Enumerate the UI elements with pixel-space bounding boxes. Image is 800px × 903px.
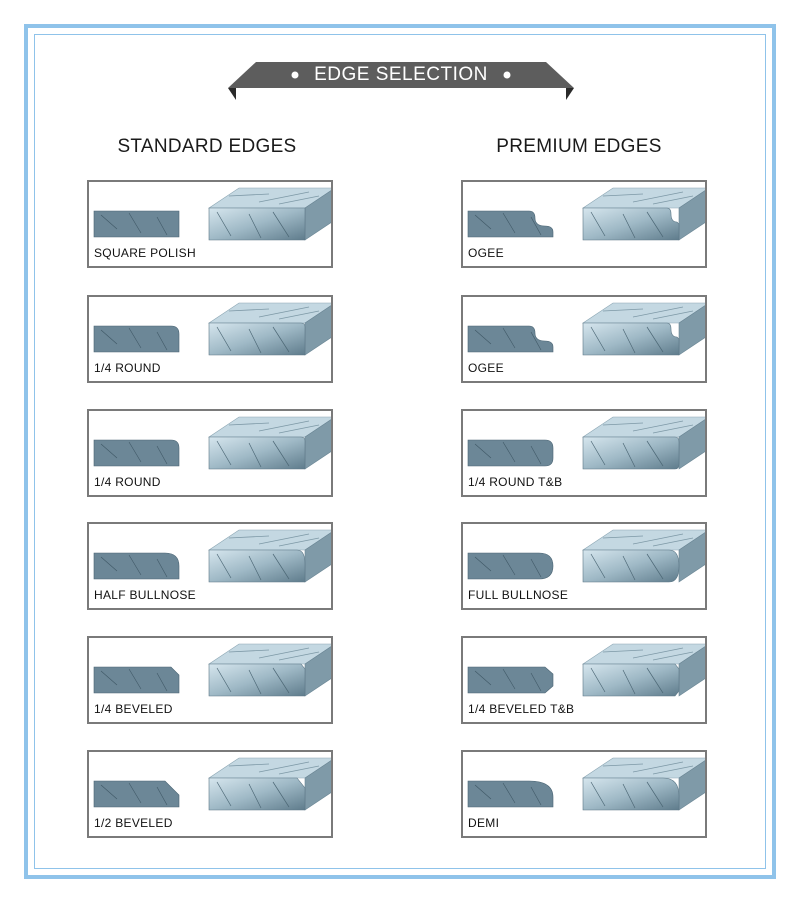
standard-edge-card <box>87 750 333 838</box>
edge-label: FULL BULLNOSE <box>468 588 569 602</box>
premium-edge-card <box>461 750 707 838</box>
edge-profile-illustration <box>463 752 705 836</box>
premium-edge-card <box>461 409 707 497</box>
standard-edge-card <box>87 636 333 724</box>
premium-edge-card <box>461 295 707 383</box>
edge-label: SQUARE POLISH <box>94 246 196 260</box>
standard-edge-card <box>87 180 333 268</box>
edge-label: 1/4 ROUND <box>94 475 161 489</box>
premium-edge-card <box>461 180 707 268</box>
premium-edge-card <box>461 636 707 724</box>
edge-label: 1/4 ROUND T&B <box>468 475 563 489</box>
premium-edges-title: PREMIUM EDGES <box>496 136 662 157</box>
standard-edge-card <box>87 295 333 383</box>
edge-label: 1/2 BEVELED <box>94 816 173 830</box>
edge-label: 1/4 BEVELED T&B <box>468 702 575 716</box>
standard-edge-card <box>87 522 333 610</box>
edge-label: OGEE <box>468 361 504 375</box>
edge-label: HALF BULLNOSE <box>94 588 196 602</box>
premium-edge-card <box>461 522 707 610</box>
standard-edge-card <box>87 409 333 497</box>
edge-label: OGEE <box>468 246 504 260</box>
edge-label: DEMI <box>468 816 500 830</box>
edge-label: 1/4 BEVELED <box>94 702 173 716</box>
standard-edges-title: STANDARD EDGES <box>117 136 297 157</box>
edge-label: 1/4 ROUND <box>94 361 161 375</box>
banner-title: EDGE SELECTION <box>314 64 488 85</box>
